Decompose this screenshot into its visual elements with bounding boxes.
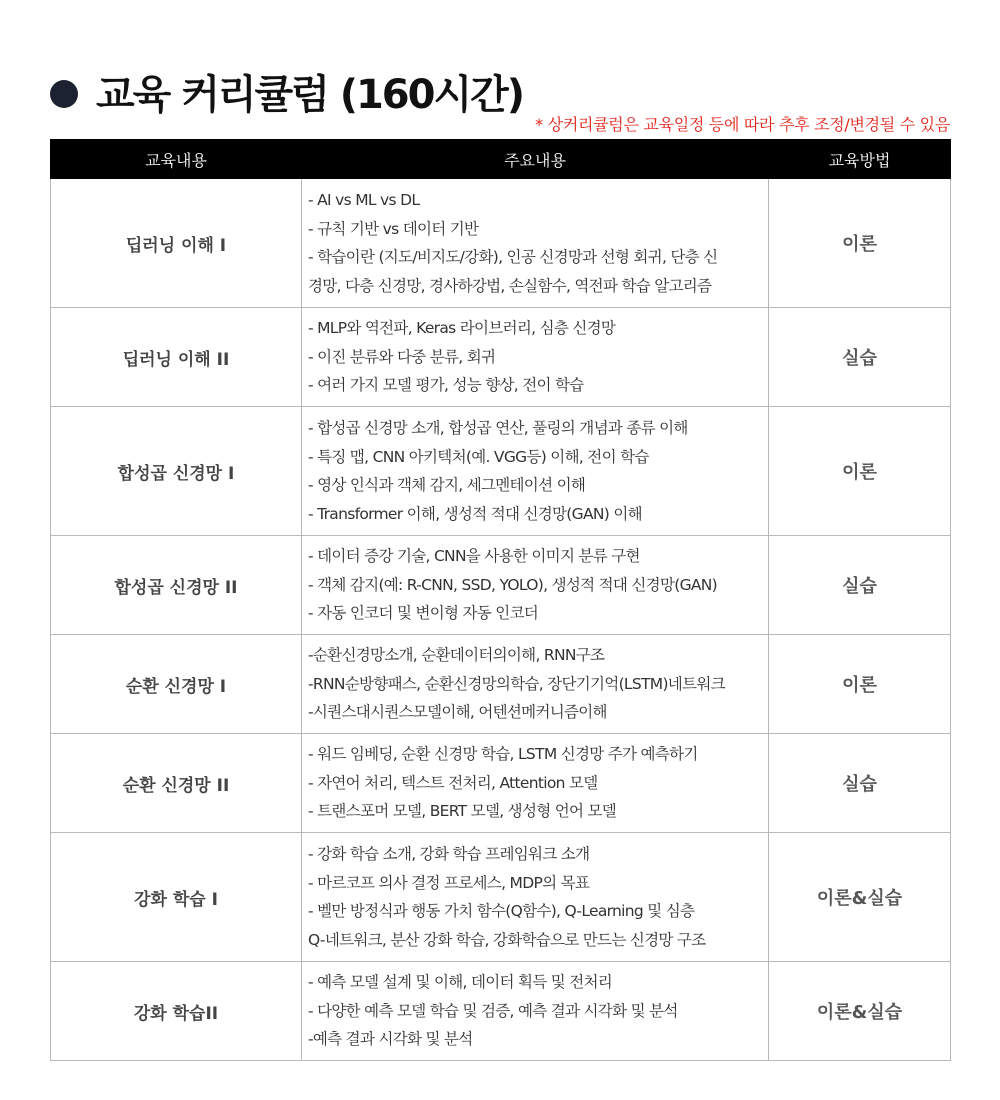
row-category: 합성곱 신경망 II	[51, 536, 302, 635]
row-method: 이론&실습	[769, 962, 951, 1061]
row-category: 합성곱 신경망 I	[51, 407, 302, 536]
content-line: - 학습이란 (지도/비지도/강화), 인공 신경망과 선형 회귀, 단층 신	[308, 248, 718, 266]
content-line: - 자동 인코더 및 변이형 자동 인코더	[308, 604, 539, 623]
content-line: - 객체 감지(예: R-CNN, SSD, YOLO), 생성적 적대 신경망(GAN)	[308, 575, 718, 594]
table-row	[51, 536, 951, 635]
content-line: - 데이터 증강 기술, CNN을 사용한 이미지 분류 구현	[308, 547, 640, 566]
table-row	[51, 179, 951, 308]
row-method: 이론	[769, 407, 951, 536]
content-line: -예측 결과 시각화 및 분석	[308, 1030, 473, 1049]
row-category: 딥러닝 이해 II	[51, 308, 302, 407]
table-row	[51, 635, 951, 734]
row-content	[302, 407, 769, 536]
bullet-icon	[50, 80, 78, 108]
content-line: 경망, 다층 신경망, 경사하강법, 손실함수, 역전파 학습 알고리즘	[308, 276, 712, 295]
content-line: - MLP와 역전파, Keras 라이브러리, 심층 신경망	[308, 319, 616, 338]
row-category: 강화 학습II	[51, 962, 302, 1061]
content-line: - 강화 학습 소개, 강화 학습 프레임워크 소개	[308, 845, 590, 863]
row-content	[302, 179, 769, 308]
content-line: - 트랜스포머 모델, BERT 모델, 생성형 언어 모델	[308, 802, 617, 821]
row-category: 강화 학습 I	[51, 833, 302, 962]
curriculum-header	[50, 66, 950, 136]
curriculum-table	[50, 139, 951, 1061]
row-content	[302, 833, 769, 962]
table-row	[51, 833, 951, 962]
row-category: 순환 신경망 II	[51, 734, 302, 833]
content-line: - 벨만 방정식과 행동 가치 함수(Q함수), Q-Learning 및 심층	[308, 902, 695, 920]
row-method: 실습	[769, 536, 951, 635]
table-row	[51, 308, 951, 407]
content-line: -시퀀스대시퀀스모델이해, 어텐션메커니즘이해	[308, 703, 607, 722]
row-method: 실습	[769, 734, 951, 833]
row-content	[302, 635, 769, 734]
content-line: -RNN순방향패스, 순환신경망의학습, 장단기기억(LSTM)네트워크	[308, 674, 725, 693]
table-header-row	[51, 140, 951, 179]
header-method: 교육방법	[769, 140, 951, 179]
row-category: 딥러닝 이해 I	[51, 179, 302, 308]
content-line: -순환신경망소개, 순환데이터의이해, RNN구조	[308, 646, 605, 665]
row-content	[302, 962, 769, 1061]
row-method: 이론	[769, 179, 951, 308]
content-line: - 예측 모델 설계 및 이해, 데이터 획득 및 전처리	[308, 973, 613, 992]
table-row	[51, 962, 951, 1061]
schedule-note: * 상커리큘럼은 교육일정 등에 따라 추후 조정/변경될 수 있음	[535, 115, 950, 134]
row-category: 순환 신경망 I	[51, 635, 302, 734]
content-line: - 이진 분류와 다중 분류, 회귀	[308, 347, 496, 366]
content-line: Q-네트워크, 분산 강화 학습, 강화학습으로 만드는 신경망 구조	[308, 930, 706, 949]
table-row	[51, 734, 951, 833]
row-content	[302, 536, 769, 635]
header-content: 주요내용	[302, 140, 769, 179]
header-category: 교육내용	[51, 140, 302, 179]
content-line: - 여러 가지 모델 평가, 성능 향상, 전이 학습	[308, 376, 584, 395]
row-content	[302, 734, 769, 833]
table-row	[51, 407, 951, 536]
content-line: - Transformer 이해, 생성적 적대 신경망(GAN) 이해	[308, 504, 642, 523]
content-line: - 특징 맵, CNN 아키텍처(예. VGG등) 이해, 전이 학습	[308, 447, 649, 466]
content-line: - 규칙 기반 vs 데이터 기반	[308, 219, 479, 238]
content-line: - 자연어 처리, 텍스트 전처리, Attention 모델	[308, 773, 598, 792]
row-content	[302, 308, 769, 407]
content-line: - AI vs ML vs DL	[308, 191, 420, 209]
page-title: 교육 커리큘럼 (160시간)	[96, 72, 524, 118]
row-method: 실습	[769, 308, 951, 407]
content-line: - 영상 인식과 객체 감지, 세그멘테이션 이해	[308, 476, 586, 494]
row-method: 이론	[769, 635, 951, 734]
content-line: - 마르코프 의사 결정 프로세스, MDP의 목표	[308, 873, 590, 892]
row-method: 이론&실습	[769, 833, 951, 962]
content-line: - 워드 임베딩, 순환 신경망 학습, LSTM 신경망 주가 예측하기	[308, 745, 698, 764]
content-line: - 다양한 예측 모델 학습 및 검증, 예측 결과 시각화 및 분석	[308, 1001, 678, 1020]
content-line: - 합성곱 신경망 소개, 합성곱 연산, 풀링의 개념과 종류 이해	[308, 419, 688, 437]
